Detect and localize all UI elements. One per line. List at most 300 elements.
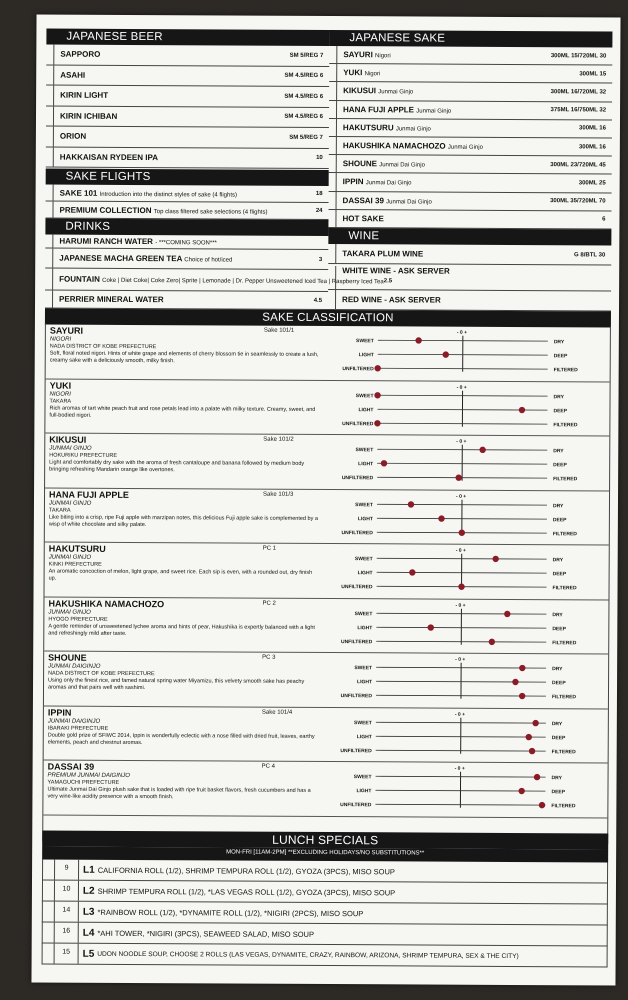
scale-line: [377, 504, 547, 505]
beer-item-price: 10: [316, 155, 323, 162]
scale-light-label: LIGHT: [356, 733, 372, 740]
sake-item-price: 6: [602, 216, 606, 223]
sake-class-type: JUNMAI GINJO: [48, 609, 91, 616]
menu-content: [42, 25, 613, 974]
scale-marker-light_deep: [438, 515, 444, 521]
flight-item-text: [54, 188, 316, 198]
wine-item-price: G 8/BTL 30: [574, 251, 606, 258]
lunch-desc: SHRIMP TEMPURA ROLL (1/2), *LAS VEGAS ROLL (1/2), GYOZA (3PCS), MISO SOUP: [97, 886, 396, 897]
row-checkbox: [329, 101, 337, 118]
scale-filtered-label: FILTERED: [552, 639, 577, 646]
drink-item-price: 2.5: [383, 277, 393, 284]
sake-item-text: [337, 87, 551, 97]
row-checkbox: [328, 210, 336, 227]
sake-item-text: [337, 123, 579, 133]
lunch-code: L2: [82, 885, 95, 897]
scale-center-label: - 0 +: [455, 602, 466, 609]
sake-item-price: 300ML 35/720ML 70: [550, 198, 606, 205]
sake-class-row: [44, 542, 608, 600]
scale-unfiltered-label: UNFILTERED: [340, 693, 372, 700]
beer-item-name: KIRIN LIGHT: [60, 90, 109, 101]
taste-scale: [335, 380, 607, 436]
sake-class-name: HAKUTSURU: [48, 543, 106, 554]
row-checkbox: [43, 881, 55, 901]
wine-item-row: [328, 244, 611, 265]
beer-item-name: HAKKAISAN RYDEEN IPA: [59, 152, 159, 162]
sake-class-type: JUNMAI DAIGINJO: [48, 663, 101, 670]
scale-deep-label: DEEP: [551, 789, 566, 796]
sake-class-type: JUNMAI GINJO: [48, 554, 92, 561]
scale-marker-light_deep: [381, 460, 387, 466]
scale-marker-filter: [519, 693, 525, 699]
beer-item-name: SAPPORO: [60, 49, 101, 60]
drink-item-name: JAPANESE MACHA GREEN TEA: [59, 253, 183, 264]
drink-item-name: HARUMI RANCH WATER: [59, 236, 153, 247]
sake-class-region: YAMAGUCHI PREFECTURE: [47, 779, 120, 786]
sake-item-row: [328, 210, 611, 230]
scale-line: [378, 340, 548, 341]
classification-header: SAKE CLASSIFICATION: [45, 309, 611, 328]
wine-item-name: TAKARA PLUM WINE: [342, 249, 424, 259]
row-checkbox: [46, 45, 54, 65]
beer-item-price: SM 4.5/REG 6: [284, 114, 324, 121]
taste-scale: [335, 434, 607, 490]
sake-item-text: [337, 141, 579, 151]
sake-class-name: SHOUNE: [48, 652, 87, 663]
sake-class-note: Using only the finest rice, and famed natural spring water Miyamizu, this velvety smooth sake has peachy aromas and that pairs well with sashimi.: [47, 677, 305, 692]
scale-deep-label: DEEP: [553, 407, 568, 414]
drink-item-desc: - ***COMING SOON***: [155, 240, 217, 247]
sake-item-row: [329, 119, 612, 139]
scale-unfiltered-label: UNFILTERED: [341, 475, 374, 482]
taste-scale: [334, 707, 606, 763]
sake-class-row: [44, 705, 608, 763]
sake-class-type: NIGORI: [49, 391, 71, 398]
scale-light-label: LIGHT: [357, 624, 373, 631]
scale-filtered-label: FILTERED: [553, 367, 578, 374]
lunch-desc: CALIFORNIA ROLL (1/2), SHRIMP TEMPURA ROLL (1/2), GYOZA (3PCS), MISO SOUP: [97, 865, 395, 876]
scale-deep-label: DEEP: [553, 353, 568, 360]
lunch-desc: *AHI TOWER, *NIGIRI (3PCS), SEAWEED SALAD, MISO SOUP: [97, 928, 315, 939]
scale-unfiltered-label: UNFILTERED: [342, 420, 374, 427]
sake-class-type: PREMIUM JUNMAI DAIGINJO: [47, 772, 130, 779]
scale-line: [377, 423, 547, 424]
sake-class-name: YUKI: [49, 380, 72, 391]
sake-item-name: YUKI: [343, 68, 363, 78]
sake-class-note: Soft, floral noted nigori. Hints of white grape and elements of cherry blossom tie in seamlessly to create a lush, creamy sake with a deliciously smooth, milky finish.: [49, 350, 319, 365]
lunch-row: [42, 923, 608, 947]
sake-item-desc: Junmai Ginjo: [447, 144, 483, 151]
scale-unfiltered-label: UNFILTERED: [341, 584, 373, 591]
scale-marker-sweet_dry: [374, 392, 380, 398]
scale-center-label: - 0 +: [454, 765, 465, 772]
sake-item-name: HOT SAKE: [342, 213, 384, 224]
scale-center-label: - 0 +: [455, 656, 466, 663]
sake-item-price: 300ML 23/720ML 45: [550, 161, 606, 169]
scale-filtered-label: FILTERED: [551, 694, 577, 701]
row-checkbox: [43, 860, 55, 880]
wine-item-text: [336, 266, 605, 276]
sake-class-region: IBARAKI PREFECTURE: [47, 725, 109, 732]
sake-item-desc: Nigori: [364, 71, 381, 78]
row-checkbox: [329, 119, 337, 136]
sake-class-name: HANA FUJI APPLE: [49, 489, 129, 500]
scale-line: [377, 463, 547, 464]
lunch-price: 15: [55, 944, 79, 964]
sake-class-code: PC 4: [261, 763, 275, 770]
scale-marker-sweet_dry: [532, 719, 538, 725]
scale-light-label: LIGHT: [356, 788, 372, 795]
sake-class-region: NADA DISTRICT OF KOBE PREFECTURE: [49, 343, 157, 351]
drink-item-row: [45, 269, 393, 292]
scale-sweet-label: SWEET: [355, 447, 374, 454]
scale-marker-sweet_dry: [408, 501, 414, 507]
scale-dry-label: DRY: [552, 502, 564, 509]
scale-unfiltered-label: UNFILTERED: [341, 529, 373, 536]
sake-item-desc: Junmai Ginjo: [395, 126, 431, 133]
scale-line: [376, 613, 546, 614]
row-checkbox: [329, 64, 337, 81]
sake-class-type: JUNMAI GINJO: [49, 445, 92, 452]
drink-item-desc: Choice of hot/iced: [184, 257, 233, 264]
row-checkbox: [43, 944, 55, 964]
scale-line: [376, 750, 546, 751]
sake-item-row: [329, 82, 612, 102]
sake-class-name: HAKUSHIKA NAMACHOZO: [48, 598, 165, 609]
sake-item-desc: Junmai Dai Ginjo: [386, 198, 432, 206]
sake-class-region: HYOGO PREFECTURE: [48, 616, 108, 623]
wine-header: WINE: [328, 228, 611, 245]
flight-item-name: SAKE 101: [59, 188, 98, 198]
lunch-price: 9: [55, 860, 79, 880]
sake-class-row: [45, 487, 609, 545]
scale-light-label: LIGHT: [358, 461, 374, 468]
sake-class-note: Ultimate Junmai Dai Ginjo plush sake that is loaded with ripe fruit basket flavors, fresh cucumbers and has a very wine-like acidity presence with a smooth finish.: [47, 786, 311, 801]
flight-item-row: [45, 202, 328, 220]
sake-item-name: HANA FUJI APPLE: [343, 104, 415, 115]
drink-item-name: PERRIER MINERAL WATER: [59, 294, 164, 305]
beer-item-text: [54, 91, 284, 101]
scale-deep-label: DEEP: [553, 462, 567, 469]
scale-line: [378, 368, 548, 369]
beer-item-price: SM 4.5/REG 6: [284, 73, 324, 80]
scale-center-label: - 0 +: [456, 493, 467, 500]
lunch-code: L5: [82, 948, 95, 960]
flight-item-name: PREMIUM COLLECTION: [59, 205, 152, 215]
sake-class-row: [44, 596, 608, 654]
sake-class-name: DASSAI 39: [47, 761, 95, 772]
sake-class-region: NADA DISTRICT OF KOBE PREFECTURE: [48, 670, 155, 678]
row-checkbox: [46, 185, 54, 201]
row-checkbox: [328, 290, 336, 309]
sake-item-row: [329, 137, 612, 157]
sake-item-desc: Nigori: [375, 53, 391, 60]
flight-item-text: [53, 205, 315, 215]
sake-item-price: 375ML 16/750ML 32: [550, 107, 607, 114]
lunch-desc: UDON NOODLE SOUP, CHOOSE 2 ROLLS (LAS VEGAS, DYNAMITE, CRAZY, RAINBOW, ARIZONA, SHRIMP TEMPURA, SEX & THE CITY): [97, 950, 519, 960]
flights-header: SAKE FLIGHTS: [46, 169, 329, 186]
scale-light-label: LIGHT: [357, 679, 373, 686]
taste-scale: [336, 325, 608, 381]
row-checkbox: [329, 137, 337, 154]
wine-item-name: WHITE WINE - ASK SERVER: [342, 266, 450, 276]
sake-item-price: 300ML 16/720ML 32: [550, 89, 607, 96]
sake-class-note: Rich aromas of tart white peach fruit and rose petals lead into a palate with milky texture. Creamy, sweet, and full-bodied nigori.: [49, 405, 316, 419]
taste-scale: [335, 489, 607, 545]
sake-item-price: 300ML 25: [578, 180, 606, 187]
beer-item-name: ASAHI: [60, 70, 86, 80]
scale-marker-light_deep: [428, 624, 434, 630]
sake-class-name: KIKUSUI: [49, 434, 87, 445]
sake-class-name: SAYURI: [49, 325, 84, 336]
scale-deep-label: DEEP: [552, 516, 567, 523]
scale-line: [376, 722, 546, 723]
sake-item-desc: Junmai Ginjo: [416, 108, 452, 115]
row-checkbox: [46, 147, 54, 167]
sake-item-text: [336, 214, 602, 224]
beer-item-text: [54, 70, 284, 80]
row-checkbox: [45, 291, 53, 308]
scale-marker-filter: [529, 747, 535, 753]
row-checkbox: [46, 106, 54, 126]
scale-line: [377, 572, 547, 573]
sake-item-row: [329, 64, 612, 84]
beer-item-price: SM 4.5/REG 6: [284, 93, 324, 100]
scale-sweet-label: SWEET: [354, 719, 372, 726]
scale-marker-filter: [459, 529, 465, 535]
scale-center-label: - 0 +: [456, 329, 468, 336]
drink-item-text: [53, 295, 314, 305]
taste-scale: [334, 543, 606, 599]
scale-marker-filter: [458, 583, 464, 589]
scale-sweet-label: SWEET: [355, 501, 373, 508]
sake-item-row: [329, 101, 612, 121]
sake-class-row: [43, 760, 607, 818]
sake-class-note: An aromatic concoction of melon, light grape, and sweet rice. Each sip is even, with a rounded out, dry finish up.: [48, 568, 313, 582]
lunch-section: [42, 831, 609, 970]
wine-item-text: [336, 249, 574, 259]
sake-item-price: 300ML 15: [579, 71, 607, 78]
beer-item-text: [54, 111, 284, 121]
scale-line: [376, 641, 546, 642]
scale-filtered-label: FILTERED: [553, 421, 578, 428]
row-checkbox: [46, 65, 54, 85]
scale-center-label: - 0 +: [455, 547, 466, 554]
flight-item-desc: Introduction into the distinct styles of sake (4 flights): [99, 191, 238, 199]
sake-item-text: [337, 178, 579, 188]
row-checkbox: [45, 249, 53, 268]
lunch-price: 10: [55, 881, 79, 901]
lunch-row: [42, 860, 608, 884]
sake-class-region: TAKARA: [48, 507, 71, 514]
sake-class-note: A gentle reminder of unsweetened lychee aroma and hints of pear, Hakushika is expertly balanced with a light and refreshingly mild after taste.: [48, 623, 315, 637]
menu-paper: [31, 14, 620, 985]
row-checkbox: [328, 244, 336, 263]
sake-item-name: HAKUSHIKA NAMACHOZO: [342, 141, 446, 151]
sake-item-row: [329, 192, 612, 212]
scale-dry-label: DRY: [551, 775, 562, 782]
sake-class-type: NIGORI: [49, 336, 72, 343]
scale-marker-light_deep: [512, 679, 518, 685]
sake-class-code: Sake 101/4: [261, 709, 293, 716]
scale-line: [378, 395, 548, 396]
scale-line: [378, 354, 548, 355]
scale-unfiltered-label: UNFILTERED: [342, 366, 374, 373]
scale-sweet-label: SWEET: [354, 610, 373, 617]
drink-item-price: 3: [318, 256, 323, 263]
lunch-row: [42, 902, 608, 926]
drink-item-price: 4.5: [313, 297, 323, 304]
scale-deep-label: DEEP: [552, 571, 567, 578]
sake-class-note: Double gold prize of SFIWC 2014, Ippin is wonderfully eclectic with a nose filled with dried fruit, leaves, earthy elements, peach and chestnut aromas.: [47, 732, 315, 746]
sake-class-row: [44, 651, 608, 709]
classification-list: [42, 324, 611, 845]
sake-item-desc: Junmai Ginjo: [378, 89, 414, 96]
scale-center-label: - 0 +: [454, 711, 466, 718]
scale-marker-filter: [374, 365, 380, 371]
row-checkbox: [45, 202, 53, 218]
lunch-code: L1: [83, 864, 95, 876]
lunch-row: [42, 944, 608, 968]
scale-marker-sweet_dry: [492, 556, 498, 562]
drink-item-text: [53, 237, 322, 247]
scale-line: [377, 518, 547, 519]
beer-item-row: [46, 86, 329, 108]
sake-class-row: [45, 433, 609, 491]
sake-item-row: [329, 155, 612, 175]
scale-light-label: LIGHT: [358, 352, 374, 359]
sake-class-type: JUNMAI DAIGINJO: [47, 718, 101, 725]
flight-item-row: [46, 185, 329, 203]
row-checkbox: [329, 46, 337, 63]
scale-sweet-label: SWEET: [355, 392, 374, 399]
sake-item-price: 300ML 15/720ML 30: [550, 52, 607, 60]
flight-item-price: 24: [315, 207, 323, 214]
scale-dry-label: DRY: [553, 393, 564, 400]
scale-sweet-label: SWEET: [354, 556, 373, 563]
lunch-price: 14: [55, 902, 79, 922]
sake-item-desc: Junmai Dai Ginjo: [365, 180, 412, 187]
row-checkbox: [43, 902, 55, 922]
lunch-subtitle: MON-FRI [11AM-2PM] **EXCLUDING HOLIDAYS/NO SUBSTITUTIONS**: [42, 847, 608, 863]
scale-marker-sweet_dry: [534, 774, 540, 780]
sake-class-code: Sake 101/2: [263, 436, 294, 443]
scale-marker-sweet_dry: [519, 665, 525, 671]
sake-item-price: 300ML 16: [578, 143, 606, 151]
scale-dry-label: DRY: [553, 339, 565, 346]
sake-class-code: Sake 101/1: [263, 327, 295, 334]
sake-class-region: KINKI PREFECTURE: [48, 561, 102, 568]
beer-item-row: [46, 106, 329, 128]
beer-item-row: [46, 127, 329, 149]
scale-line: [376, 736, 546, 737]
drink-item-row: [45, 235, 328, 250]
row-checkbox: [46, 86, 54, 106]
wine-item-name: RED WINE - ASK SERVER: [342, 295, 441, 305]
scale-marker-light_deep: [519, 406, 525, 412]
sake-class-note: Light and comfortably dry sake with the aroma of fresh cantaloupe and banana followed by medium body bringing refreshing Mandarin orange like overtones.: [49, 459, 305, 474]
sake-class-name: IPPIN: [47, 707, 72, 718]
lunch-header: LUNCH SPECIALS: [42, 831, 608, 850]
scale-light-label: LIGHT: [357, 570, 373, 577]
scale-dry-label: DRY: [553, 448, 564, 455]
sake-item-name: SHOUNE: [342, 159, 378, 169]
beer-item-row: [46, 45, 329, 67]
beer-header: JAPANESE BEER: [46, 29, 329, 46]
row-checkbox: [46, 127, 54, 147]
sake-item-text: [337, 159, 551, 169]
flight-item-desc: Top class filtered sake selections (4 flights): [153, 208, 268, 216]
flight-item-price: 18: [315, 190, 323, 197]
scale-dry-label: DRY: [552, 611, 563, 618]
row-checkbox: [329, 192, 337, 209]
lunch-row: [42, 881, 608, 905]
scale-unfiltered-label: UNFILTERED: [340, 638, 373, 645]
scale-marker-filter: [539, 802, 545, 808]
scale-marker-filter: [489, 638, 495, 644]
taste-scale: [333, 761, 605, 817]
scale-filtered-label: FILTERED: [552, 585, 577, 592]
scale-line: [377, 558, 547, 559]
scale-marker-light_deep: [526, 733, 532, 739]
wine-item-text: [336, 295, 605, 305]
drink-item-text: [53, 254, 319, 264]
scale-unfiltered-label: UNFILTERED: [340, 747, 372, 754]
sake-class-row: [46, 324, 610, 382]
sake-class-region: HOKURIKU PREFECTURE: [49, 452, 118, 459]
taste-scale: [334, 652, 606, 708]
drink-item-name: FOUNTAIN: [59, 274, 100, 284]
scale-light-label: LIGHT: [358, 406, 374, 413]
sake-class-region: TAKARA: [49, 398, 72, 405]
scale-deep-label: DEEP: [552, 680, 566, 687]
lunch-desc: *RAINBOW ROLL (1/2), *DYNAMITE ROLL (1/2), *NIGIRI (2PCS), MISO SOUP: [97, 907, 364, 918]
scale-dry-label: DRY: [552, 557, 564, 564]
scale-dry-label: DRY: [552, 666, 563, 673]
sake-class-note: Like biting into a crisp, ripe Fuji apple with marzipan notes, this delicious Fuji apple sake is complemented by a wisp of white chocolate and silky palate.: [48, 514, 318, 528]
wine-item-row: [328, 264, 611, 291]
beer-item-row: [46, 147, 329, 169]
scale-line: [376, 776, 546, 777]
scale-center-label: - 0 +: [456, 384, 467, 391]
scale-line: [376, 627, 546, 628]
beer-item-name: KIRIN ICHIBAN: [59, 111, 118, 121]
scale-marker-light_deep: [409, 569, 415, 575]
sake-class-code: Sake 101/3: [263, 491, 294, 498]
scale-filtered-label: FILTERED: [552, 530, 577, 537]
row-checkbox: [329, 155, 337, 172]
lunch-code: L4: [82, 927, 95, 939]
scale-marker-light_deep: [518, 788, 524, 794]
sake-item-text: [337, 68, 579, 78]
scale-line: [376, 681, 546, 682]
scale-line: [377, 477, 547, 478]
drink-item-row: [45, 291, 328, 310]
scale-marker-sweet_dry: [504, 610, 510, 616]
wine-item-row: [328, 290, 611, 311]
beer-item-text: [54, 132, 289, 142]
lunch-code: L3: [82, 906, 95, 918]
sake-item-text: [337, 105, 551, 115]
sake-item-name: DASSAI 39: [342, 195, 384, 205]
scale-deep-label: DEEP: [551, 734, 566, 741]
scale-marker-sweet_dry: [479, 447, 485, 453]
row-checkbox: [43, 923, 55, 943]
scale-filtered-label: FILTERED: [551, 803, 576, 810]
sake-class-code: PC 2: [262, 600, 276, 607]
beer-item-price: SM 5/REG 7: [289, 52, 324, 59]
sake-item-row: [329, 173, 612, 193]
